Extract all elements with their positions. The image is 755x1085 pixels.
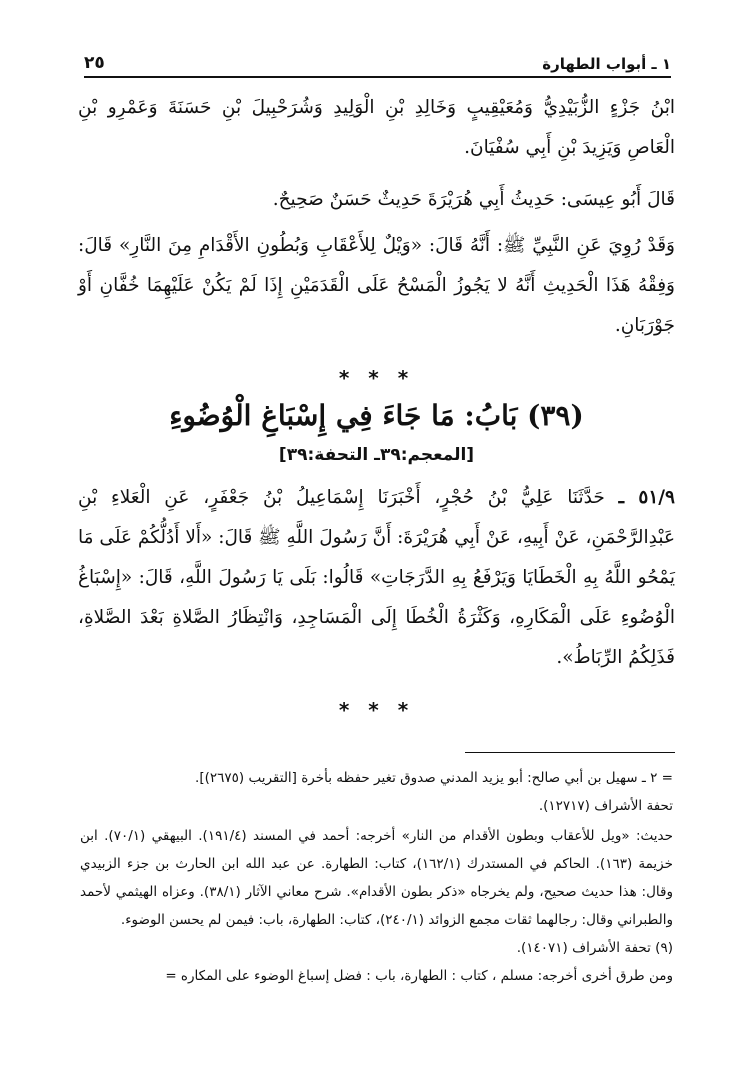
footnote-line: تحفة الأشراف (١٢٧١٧). [538, 798, 673, 814]
footnote-line: ومن طرق أخرى أخرجه: مسلم ، كتاب : الطهارة، باب : فضل إسباغ الوضوء على المكاره = [165, 968, 673, 984]
section-separator-2: * * * [338, 698, 415, 722]
footnote-line: (٩) تحفة الأشراف (١٤٠٧١). [516, 940, 673, 956]
fiqh-paragraph: وَقَدْ رُوِيَ عَنِ النَّبِيِّ ﷺ: أَنَّهُ قَالَ: «وَيْلٌ لِلأَعْقَابِ وَبُطُونِ الأَقْدَامِ مِنَ النَّارِ» قَالَ: وَفِقْهُ هَذَا الْحَدِيثِ أَنَّهُ لا يَجُوزُ الْمَسْحُ عَلَى الْقَدَمَيْنِ إِذَا لَمْ يَكُنْ عَلَيْهِمَا خُفَّانِ أَوْ جَوْرَبَانِ. [78, 235, 675, 336]
footnote-line: = ٢ ـ سهيل بن أبي صالح: أبو يزيد المدني صدوق تغير حفظه بأخرة [التقريب (٢٦٧٥)]. [195, 770, 673, 786]
running-title: ١ ـ أبواب الطهارة [542, 55, 671, 73]
chapter-reference: [المعجم:٣٩ـ التحفة:٣٩] [278, 445, 475, 465]
footnotes [80, 764, 673, 990]
page-number: ٢٥ [84, 53, 105, 73]
section-separator: * * * [338, 366, 415, 390]
hadith-number: ٥١/٩ ـ [618, 487, 675, 508]
narrators-paragraph: ابْنُ جَزْءٍ الزُّبَيْدِيُّ وَمُعَيْقِيبٍ وَخَالِدِ بْنِ الْوَلِيدِ وَشُرَحْبِيلَ بْنِ حَسَنَةَ وَعَمْرِو بْنِ الْعَاصِ وَيَزِيدَ بْنِ أَبِي سُفْيَانَ. [78, 97, 675, 158]
hadith-text: حَدَّثَنَا عَلِيُّ بْنُ حُجْرٍ، أَخْبَرَنَا إِسْمَاعِيلُ بْنُ جَعْفَرٍ، عَنِ الْعَلاءِ بْنِ عَبْدِالرَّحْمَنِ، عَنْ أَبِيهِ، عَنْ أَبِي هُرَيْرَةَ: أَنَّ رَسُولَ اللَّهِ ﷺ قَالَ: «أَلا أَدُلُّكُمْ عَلَى مَا يَمْحُو اللَّهُ بِهِ الْخَطَايَا وَيَرْفَعُ بِهِ الدَّرَجَاتِ» قَالُوا: بَلَى يَا رَسُولَ اللَّهِ، قَالَ: «إِسْبَاغُ الْوُضُوءِ عَلَى الْمَكَارِهِ، وَكَثْرَةُ الْخُطَا إِلَى الْمَسَاجِدِ، وَانْتِظَارُ الصَّلاةِ بَعْدَ الصَّلاةِ، فَذَلِكُمُ الرِّبَاطُ». [78, 487, 675, 668]
main-text [78, 88, 675, 720]
grading-paragraph: قَالَ أَبُو عِيسَى: حَدِيثُ أَبِي هُرَيْرَةَ حَدِيثٌ حَسَنٌ صَحِيحٌ. [272, 189, 675, 210]
footnote-line: حديث: «ويل للأعقاب وبطون الأقدام من النار» أخرجه: أحمد في المسند (١٩١/٤). البيهقي (٧٠/١). ابن خزيمة (١٦٣). الحاكم في المستدرك (١٦٢/١)، كتاب: الطهارة. عن عبد الله ابن الحارث بن جزء الزبيدي وقال: هذا حديث صحيح، ولم يخرجاه «ذكر بطون الأقدام». شرح معاني الآثار (٣٨/١). وعزاه الهيثمي لأحمد والطبراني وقال: رجالهما ثقات مجمع الزوائد (٢٤٠/١)، كتاب: الطهارة، باب: فيمن لم يحسن الوضوء. [80, 828, 673, 928]
footnote-divider [465, 752, 675, 753]
page-header [84, 46, 671, 78]
hadith-paragraph [78, 478, 675, 678]
chapter-title: (٣٩) بَابُ: مَا جَاءَ فِي إِسْبَاغِ الْوُضُوءِ [169, 399, 584, 432]
